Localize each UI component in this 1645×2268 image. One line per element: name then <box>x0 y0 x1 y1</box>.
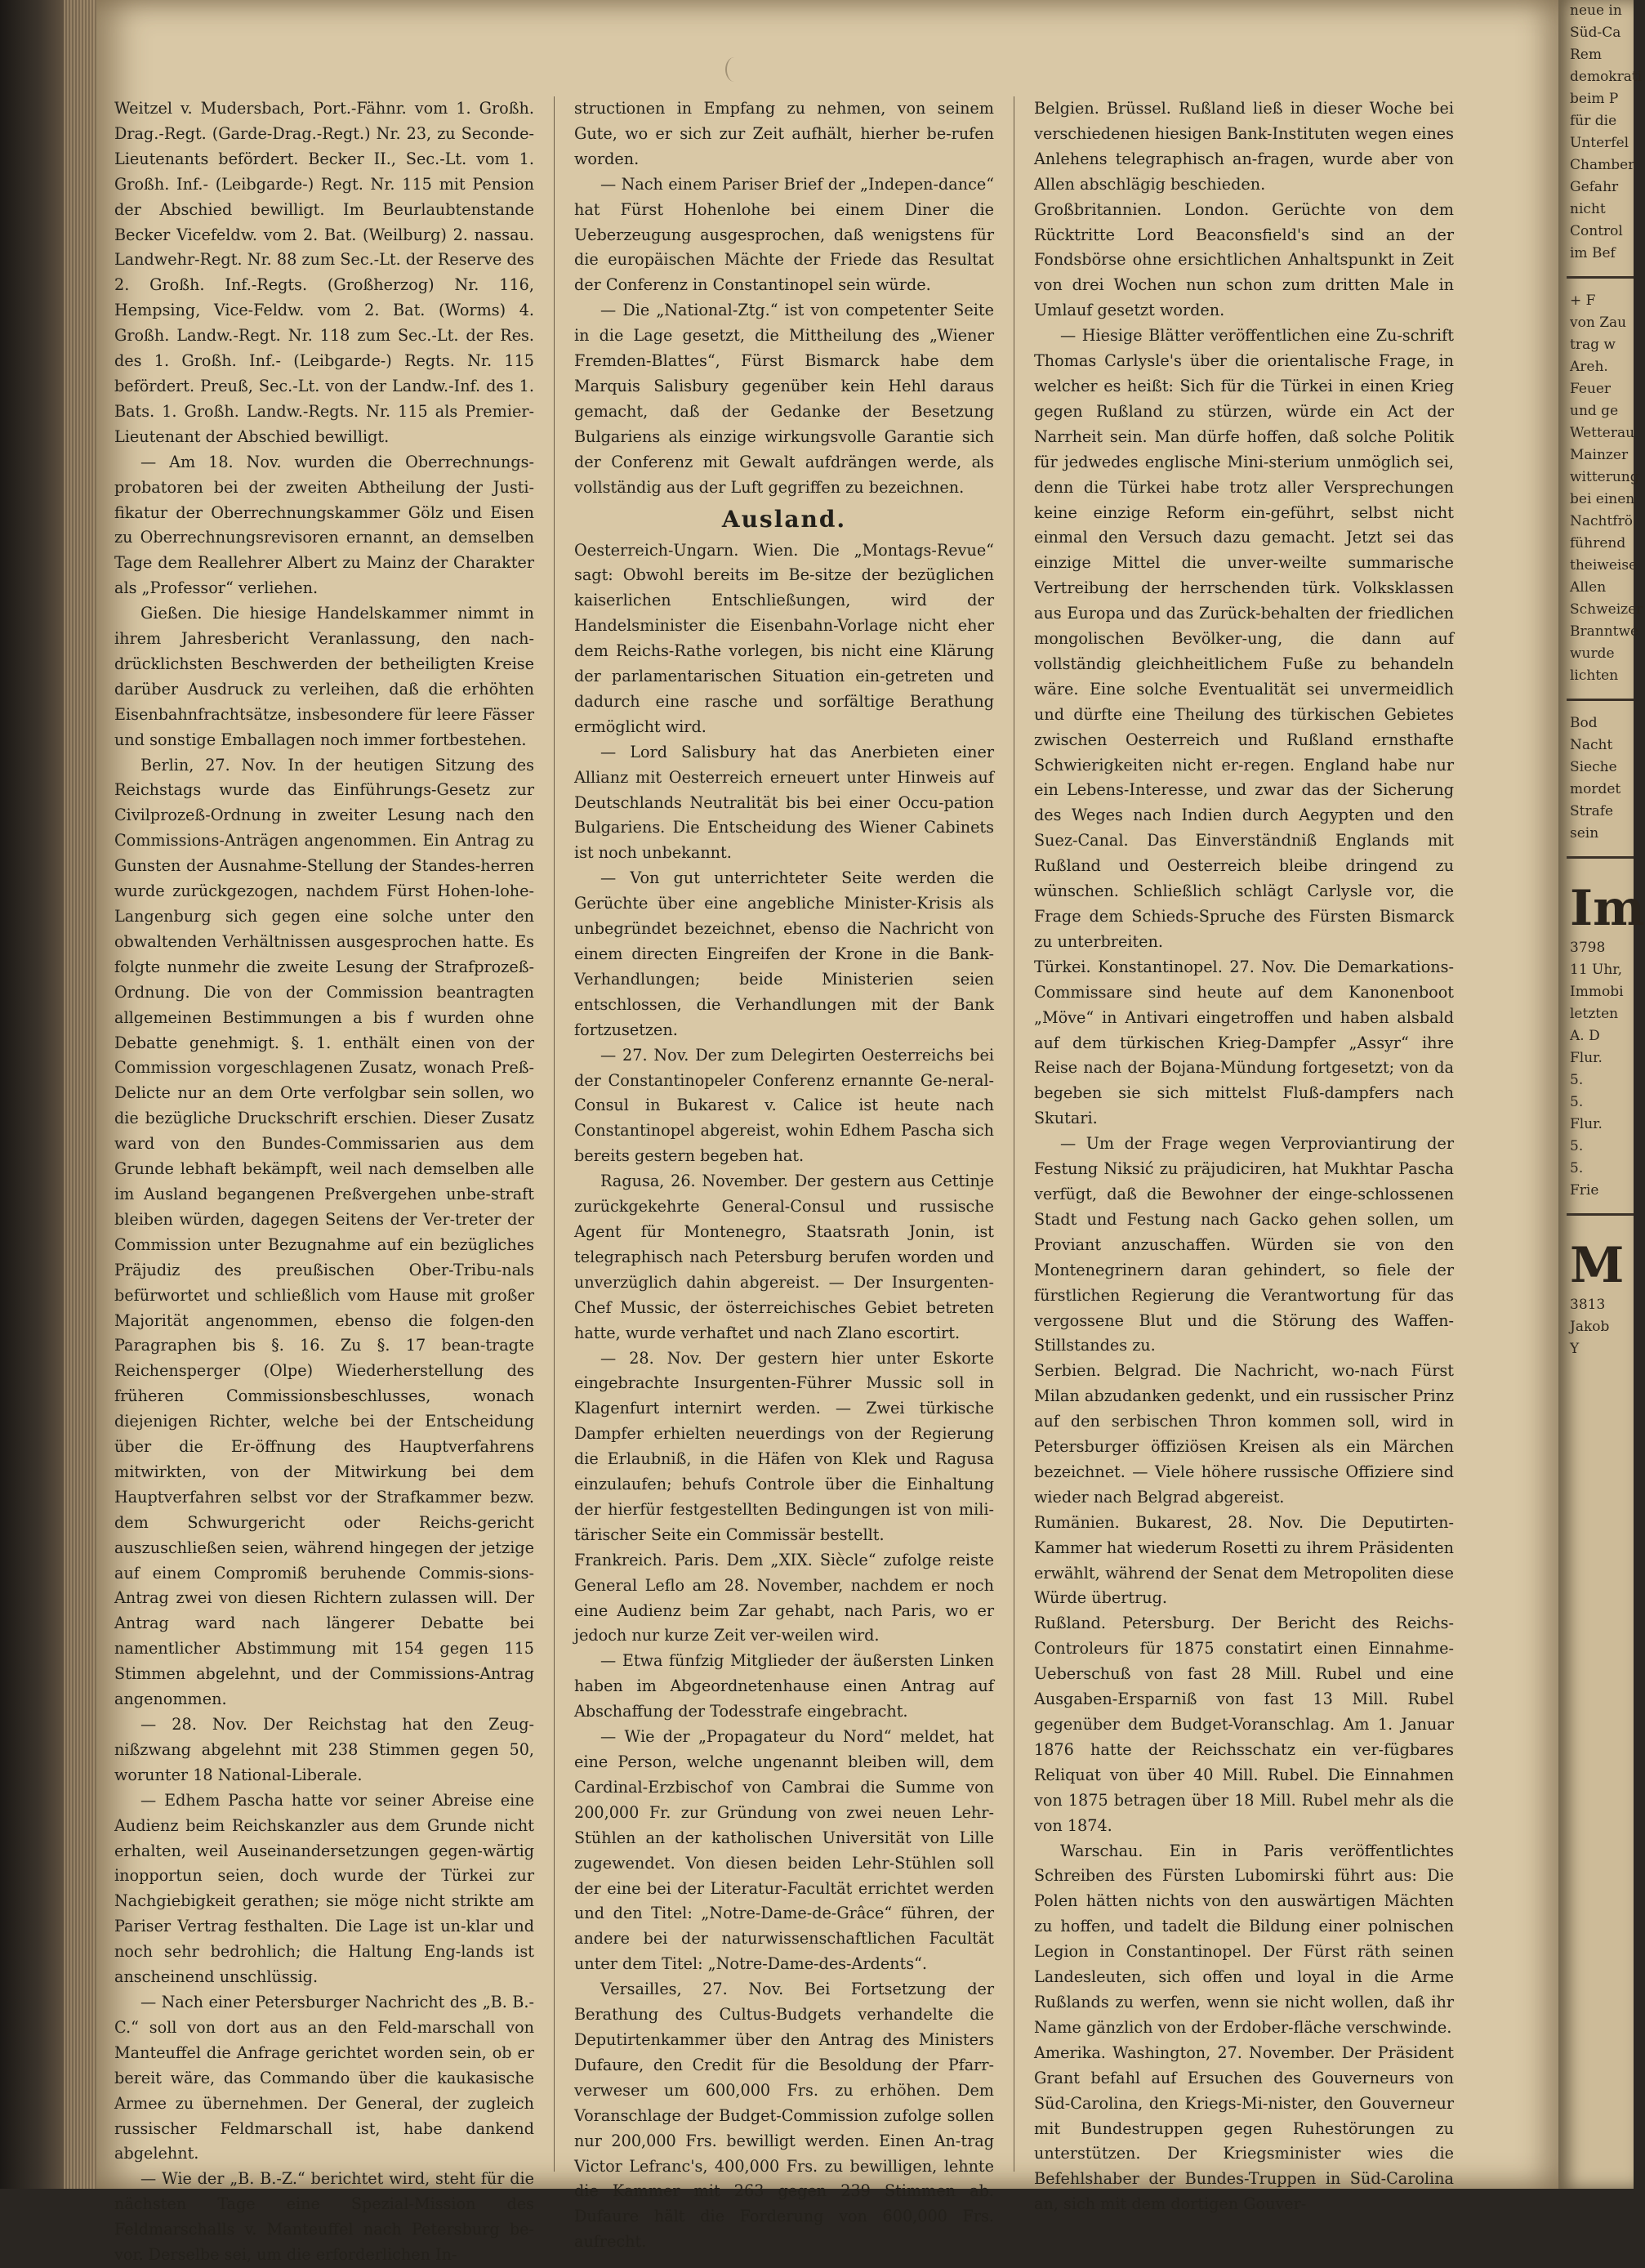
article-paragraph: — Hiesige Blätter veröffentlichen eine Zu-schrift Thomas Carlysle's über die orientalische Frage, in welcher es heißt: Sich für die Türkei in einen Krieg gegen Rußland zu stürzen, würde ein Act der Narrheit sein. Man dürfe hoffen, daß solche Politik für jedwedes englische Mini-sterium unmöglich sei, denn die Türkei habe trotz aller Versprechungen keine einzige Reform ein-geführt, selbst nicht einmal den Versuch dazu gemacht. Jetzt sei das einzige Mittel die unver-weilte summarische Vertreibung der herrschenden türk. Volksklassen aus Europa und das Zurück-behalten der friedlichen mongolischen Bevölker-ung, die dann auf vollständig gleichheitlichem Fuße zu behandeln wäre. Eine solche Eventualität sei unvermeidlich und dürfte eine Theilung des türkischen Gebietes zwischen Oesterreich und Rußland ernsthafte Schwierigkeiten nicht er-regen. England habe nur ein Lebens-Interesse, und zwar das der Sicherung des Weges nach Indien durch Aegypten und den Suez-Canal. Das Einverständniß Englands mit Rußland und Oesterreich bleibe dringend zu wünschen. Schließlich schlägt Carlysle vor, die Frage dem Schieds-Spruche des Fürsten Bismarck zu unterbreiten. <box>1034 326 1454 951</box>
adjacent-text-fragment: Rem <box>1570 47 1602 63</box>
adjacent-text-fragment: 11 Uhr, <box>1570 962 1622 978</box>
adjacent-text-fragment: führend <box>1570 535 1626 551</box>
article-paragraph: Weitzel v. Mudersbach, Port.-Fähnr. vom 1. Großh. Drag.-Regt. (Garde-Drag.-Regt.) Nr. 23, zu Seconde-Lieutenants befördert. Becker II., Sec.-Lt. vom 1. Großh. Inf.- (Leibgarde-) Regt. Nr. 115 mit Pension der Abschied bewilligt. Im Beurlaubtenstande Becker Vicefeldw. vom 2. Bat. (Weilburg) 2. nassau. Landwehr-Regt. Nr. 88 zum Sec.-Lt. der Reserve des 2. Großh. Inf.-Regts. (Großherzog) Nr. 116, Hempsing, Vice-Feldw. vom 2. Bat. (Worms) 4. Großh. Landw.-Regt. Nr. 118 zum Sec.-Lt. der Res. des 1. Großh. Inf.- (Leibgarde-) Regts. Nr. 115 befördert. Preuß, Sec.-Lt. von der Landw.-Inf. des 1. Bats. 1. Großh. Landw.-Regts. Nr. 115 als Premier-Lieutenant der Abschied bewilligt. <box>114 99 534 446</box>
article-paragraph: — Edhem Pascha hatte vor seiner Abreise eine Audienz beim Reichskanzler aus dem Grunde nicht erhalten, weil Auseinandersetzungen gegen-wärtig inopportun seien, doch wurde der Türkei zur Nachgiebigkeit gerathen; sie möge nicht strikte am Pariser Vertrag festhalten. Die Lage ist un-klar und noch sehr bedrohlich; die Haltung Eng-lands ist anscheinend unschlüssig. <box>114 1790 534 1987</box>
article-paragraph: Frankreich. Paris. Dem „XIX. Siècle“ zufolge reiste General Leflo am 28. November, nachdem er noch eine Audienz beim Zar gehabt, nach Paris, wo er jedoch nur kurze Zeit ver-weilen wird. <box>574 1550 994 1645</box>
adjacent-text-fragment: trag w <box>1570 337 1616 353</box>
adjacent-text-fragment: Jakob <box>1570 1319 1610 1335</box>
adjacent-text-fragment: demokrati <box>1570 69 1643 85</box>
book-spine-edge <box>0 0 96 2189</box>
adjacent-text-fragment: Gefahr <box>1570 179 1619 195</box>
adjacent-text-fragment: Chamber <box>1570 157 1635 173</box>
adjacent-text-fragment: Sieche <box>1570 759 1617 775</box>
adjacent-text-fragment: von Zau <box>1570 315 1627 331</box>
article-paragraph: — 27. Nov. Der zum Delegirten Oesterreichs bei der Constantinopeler Conferenz ernannte Ge-neral-Consul in Bukarest v. Calice ist heute nach Constantinopel abgereist, wohin Edhem Pascha sich bereits gestern begeben hat. <box>574 1045 994 1166</box>
article-paragraph: Rumänien. Bukarest, 28. Nov. Die Deputirten-Kammer hat wiederum Rosetti zu ihrem Präsidenten erwählt, während der Senat dem Metropoliten diese Würde übertrug. <box>1034 1512 1454 1608</box>
adjacent-text-fragment: theiweise <box>1570 557 1638 574</box>
adjacent-text-fragment: nicht <box>1570 201 1606 217</box>
article-paragraph: Versailles, 27. Nov. Bei Fortsetzung der Berathung des Cultus-Budgets verhandelte die Deputirtenkammer über den Antrag des Ministers Dufaure, den Credit für die Besoldung der Pfarr-verweser um 600,000 Frs. zu erhöhen. Dem Voranschlage der Budget-Commission zufolge sollen nur 200,000 Frs. bewilligt werden. Einen An-trag Victor Lefranc's, 400,000 Frs. zu bewilligen, lehnte die Kammer mit 263 gegen 239 Stimmen ab. Dufaure hält die Forderung von 600,000 Frs. aufrecht. <box>574 1980 994 2252</box>
adjacent-text-fragment: M <box>1570 1237 1625 1294</box>
adjacent-text-fragment: witterung <box>1570 469 1639 485</box>
divider-rule <box>1567 276 1634 279</box>
divider-rule <box>1567 1213 1634 1216</box>
adjacent-text-fragment: Strafe <box>1570 803 1614 819</box>
article-paragraph: structionen in Empfang zu nehmen, von seinem Gute, wo er sich zur Zeit aufhält, hierher be-rufen worden. <box>574 99 994 168</box>
divider-rule <box>1567 856 1634 859</box>
adjacent-text-fragment: Feuer <box>1570 381 1612 397</box>
article-paragraph: — Wie der „B. B.-Z.“ berichtet wird, steht für die nächsten Tage eine Spezial-Mission des Feldmarschalls v. Manteuffel nach Petersburg be-vor. Derselbe sei, um die erforderlichen In- <box>114 2169 534 2265</box>
article-paragraph: Warschau. Ein in Paris veröffentlichtes Schreiben des Fürsten Lubomirski führt aus: Die Polen hätten nichts von den auswärtigen Mächten zu hoffen, und tadelt die Bildung einer polnischen Legion in Constantinopel. Der Fürst räth seinen Landesleuten, sich offen und loyal in die Arme Rußlands zu werfen, wenn sie nicht wollen, daß ihr Name gänzlich von der Erdober-fläche verschwinde. <box>1034 1841 1454 2037</box>
adjacent-text-fragment: Flur. <box>1570 1050 1603 1066</box>
article-paragraph: — Um der Frage wegen Verproviantirung der Festung Niksić zu präjudiciren, hat Mukhtar Pascha verfügt, daß die Bewohner der einge-schlossenen Stadt und Festung nach Gacko gehen sollen, um Proviant anzuschaffen. Würden sie von den Montenegrinern daran gehindert, so fiele der fürstlichen Regierung die Verantwortung für das vergossene Blut und die Störung des Waffen-Stillstandes zu. <box>1034 1134 1454 1355</box>
adjacent-text-fragment: 3813 <box>1570 1297 1606 1313</box>
adjacent-text-fragment: im Bef <box>1570 245 1616 261</box>
article-paragraph: Gießen. Die hiesige Handelskammer nimmt in ihrem Jahresbericht Veranlassung, den nach-drücklichsten Beschwerden der betheiligten Kreise darüber Ausdruck zu verleihen, daß die erhöhten Eisenbahnfrachtsätze, insbesondere für leere Fässer und sonstige Emballagen noch immer fortbestehen. <box>114 604 534 749</box>
section-heading: Ausland. <box>721 505 847 533</box>
article-paragraph: — Lord Salisbury hat das Anerbieten einer Allianz mit Oesterreich erneuert unter Hinweis auf Deutschlands Neutralität bis bei einer Occu-pation Bulgariens. Die Entscheidung des Wiener Cabinets ist noch unbekannt. <box>574 742 994 863</box>
adjacent-text-fragment: Frie <box>1570 1182 1599 1199</box>
column-1 <box>114 96 534 2265</box>
adjacent-text-fragment: 5. <box>1570 1094 1584 1110</box>
article-paragraph: Belgien. Brüssel. Rußland ließ in dieser Woche bei verschiedenen hiesigen Bank-Instituten wegen eines Anlehens telegraphisch an-fragen, wurde aber von Allen abschlägig beschieden. <box>1034 99 1454 194</box>
adjacent-text-fragment: bei einen <box>1570 491 1635 507</box>
adjacent-text-fragment: Control <box>1570 223 1623 239</box>
article-paragraph: — Nach einem Pariser Brief der „Indepen-dance“ hat Fürst Hohenlohe bei einem Diner die Ueberzeugung ausgesprochen, daß wenigstens für die europäischen Mächte der Friede das Resultat der Conferenz in Constantinopel sein würde. <box>574 174 994 295</box>
article-paragraph: Oesterreich-Ungarn. Wien. Die „Montags-Revue“ sagt: Obwohl bereits im Be-sitze der bezüglichen kaiserlichen Entschließungen, wird der Handelsminister die Eisenbahn-Vorlage nicht eher dem Reichs-Rathe vorlegen, bis nicht eine Klärung der parlamentarischen Situation ein-getreten und dadurch eine rasche und sorfältige Berathung ermöglicht wird. <box>574 540 994 736</box>
article-paragraph: — Etwa fünfzig Mitglieder der äußersten Linken haben im Abgeordnetenhause einen Antrag auf Abschaffung der Todesstrafe eingebracht. <box>574 1651 994 1721</box>
article-paragraph: — 28. Nov. Der gestern hier unter Eskorte eingebrachte Insurgenten-Führer Mussic soll in Klagenfurt internirt werden. — Zwei türkische Dampfer erhielten neuerdings von der Regierung die Erlaubniß, in die Häfen von Klek und Ragusa einzulaufen; behufs Controle über die Einhaltung der hierfür festgestellten Bedingungen ist von mili-tärischer Seite ein Commissär bestellt. <box>574 1348 994 1544</box>
article-paragraph: Großbritannien. London. Gerüchte von dem Rücktritte Lord Beaconsfield's sind an der Fondsbörse ohne ersichtlichen Anhaltspunkt in Zeit von drei Wochen nun schon zum dritten Male in Umlauf gesetzt worden. <box>1034 199 1454 320</box>
article-paragraph: — Wie der „Propagateur du Nord“ meldet, hat eine Person, welche ungenannt bleiben will, dem Cardinal-Erzbischof von Cambrai die Summe von 200,000 Fr. zur Gründung von zwei neuen Lehr-Stühlen an der katholischen Universität von Lille zugewendet. Von diesen beiden Lehr-Stühlen soll der eine bei der Literatur-Facultät errichtet werden und den Titel: „Notre-Dame-de-Grâce“ führen, der andere bei der naturwissenschaftlichen Facultät unter dem Titel: „Notre-Dame-des-Ardents“. <box>574 1727 994 1974</box>
article-paragraph: — Am 18. Nov. wurden die Oberrechnungs-probatoren bei der zweiten Abtheilung der Justi-fikatur der Oberrechnungskammer Gölz und Eisen zu Oberrechnungsrevisoren ernannt, an demselben Tage dem Reallehrer Albert zu Mainz der Charakter als „Professor“ verliehen. <box>114 452 534 598</box>
adjacent-text-fragment: sein <box>1570 825 1599 842</box>
adjacent-text-fragment: Areh. <box>1570 359 1608 375</box>
adjacent-text-fragment: Branntwe <box>1570 623 1639 640</box>
article-paragraph: Ragusa, 26. November. Der gestern aus Cettinje zurückgekehrte General-Consul und russische Agent für Montenegro, Staatsrath Jonin, ist telegraphisch nach Petersburg berufen worden und unverzüglich dahin abgereist. — Der Insurgenten-Chef Mussic, der österreichisches Gebiet betreten hatte, wurde verhaftet und nach Zlano escortirt. <box>574 1172 994 1342</box>
adjacent-text-fragment: 5. <box>1570 1138 1584 1154</box>
adjacent-text-fragment: Flur. <box>1570 1116 1603 1132</box>
adjacent-text-fragment: Im <box>1570 880 1645 937</box>
adjacent-text-fragment: beim P <box>1570 91 1619 107</box>
article-paragraph: Amerika. Washington, 27. November. Der Präsident Grant befahl auf Ersuchen des Gouverneurs von Süd-Carolina, den Kriegs-Mi-nister, den Gouverneur mit Bundestruppen gegen Ruhestörungen zu unterstützen. Der Kriegsminister wies die Befehlshaber der Bundes-Truppen in Süd-Carolina an, sich mit dem dortigen Gouver- <box>1034 2043 1454 2214</box>
page-crease-mark <box>725 57 743 82</box>
adjacent-text-fragment: Unterfel <box>1570 135 1629 151</box>
article-paragraph: Berlin, 27. Nov. In der heutigen Sitzung des Reichstags wurde das Einführungs-Gesetz zur Civilprozeß-Ordnung in zweiter Lesung nach den Commissions-Anträgen angenommen. Ein Antrag zu Gunsten der Ausnahme-Stellung der Standes-herren wurde zurückgezogen, nachdem Fürst Hohen-lohe-Langenburg sich gegen eine solche unter den obwaltenden Verhältnissen ausgesprochen hatte. Es folgte nunmehr die zweite Lesung der Strafprozeß-Ordnung. Die von der Commission beantragten allgemeinen Bestimmungen a bis f wurden ohne Debatte genehmigt. §. 1. enthält einen von der Commission vorgeschlagenen Zusatz, wonach Preß-Delicte nur an dem Orte verfolgbar sein sollen, wo die bezügliche Druckschrift erschien. Dieser Zusatz ward von den Bundes-Commissarien aus dem Grunde lebhaft bekämpft, weil nach demselben alle im Ausland begangenen Preßvergehen unbe-straft bleiben würden, dagegen Seitens der Ver-treter der Commission unter Bezugnahme auf ein bezügliches Präjudiz des preußischen Ober-Tribu-nals befürwortet und schließlich vom Hause mit großer Majorität angenommen, ebenso die folgen-den Paragraphen bis §. 16. Zu §. 17 bean-tragte Reichensperger (Olpe) Wiederherstellung des früheren Commissionsbeschlusses, wonach diejenigen Richter, welche bei der Entscheidung über die Er-öffnung des Hauptverfahrens mitwirkten, von der Mitwirkung bei dem Hauptverfahren selbst vor der Strafkammer bezw. dem Schwurgericht oder Reichs-gericht auszuschließen seien, während hingegen der jetzige auf einem Compromiß beruhende Commis-sions-Antrag zwei von diesen Richtern zulassen will. Der Antrag ward nach längerer Debatte bei namentlicher Abstimmung mit 154 gegen 115 Stimmen abgelehnt, und der Commissions-Antrag angenommen. <box>114 755 534 1709</box>
article-columns <box>114 96 1454 2265</box>
adjacent-text-fragment: und ge <box>1570 403 1619 419</box>
adjacent-text-fragment: 5. <box>1570 1160 1584 1176</box>
adjacent-text-fragment: Allen <box>1570 579 1607 596</box>
column-3 <box>1034 96 1454 2214</box>
article-paragraph: — Die „National-Ztg.“ ist von competenter Seite in die Lage gesetzt, die Mittheilung des „Wiener Fremden-Blattes“, Fürst Bismarck habe dem Marquis Salisbury gegenüber kein Hehl daraus gemacht, daß der Gedanke der Besetzung Bulgariens als einzige wirkungsvolle Garantie sich der Conferenz mit Gewalt aufdrängen werde, als vollständig aus der Luft gegriffen zu bezeichnen. <box>574 301 994 497</box>
adjacent-text-fragment: Immobi <box>1570 984 1624 1000</box>
adjacent-text-fragment: mordet <box>1570 781 1621 797</box>
adjacent-text-fragment: Schweizer <box>1570 601 1643 618</box>
adjacent-text-fragment: wurde <box>1570 645 1615 662</box>
column-divider <box>554 96 555 2172</box>
adjacent-text-fragment: für die <box>1570 113 1617 129</box>
adjacent-text-fragment: Süd-Ca <box>1570 25 1621 41</box>
adjacent-text-fragment: Nacht <box>1570 737 1613 753</box>
adjacent-text-fragment: 5. <box>1570 1072 1584 1088</box>
adjacent-text-fragment: lichten <box>1570 667 1619 684</box>
article-paragraph: — Von gut unterrichteter Seite werden die Gerüchte über eine angebliche Minister-Krisis als unbegründet bezeichnet, ebenso die Nachricht von einem directen Eingreifen der Krone in die Bank-Verhandlungen; beide Ministerien seien entschlossen, die Verhandlungen mit der Bank fortzusetzen. <box>574 868 994 1039</box>
adjacent-text-fragment: Wetterau <box>1570 425 1635 441</box>
adjacent-text-fragment: Nachtfrö <box>1570 513 1633 529</box>
adjacent-text-fragment: A. D <box>1570 1028 1600 1044</box>
article-paragraph: — 28. Nov. Der Reichstag hat den Zeug-nißzwang abgelehnt mit 238 Stimmen gegen 50, worunter 18 National-Liberale. <box>114 1715 534 1784</box>
adjacent-text-fragment: Y <box>1570 1341 1580 1357</box>
article-paragraph: — Nach einer Petersburger Nachricht des „B. B.-C.“ soll von dort aus an den Feld-marschall von Manteuffel die Anfrage gerichtet worden sein, ob er bereit wäre, das Commando über die kaukasische Armee zu übernehmen. Der General, der zugleich russischer Feldmarschall ist, habe dankend abgelehnt. <box>114 1992 534 2163</box>
divider-rule <box>1567 699 1634 701</box>
article-paragraph: Serbien. Belgrad. Die Nachricht, wo-nach Fürst Milan abzudanken gedenkt, und ein russischer Prinz auf den serbischen Thron kommen soll, wird in Petersburger öffiziösen Kreisen als ein Märchen bezeichnet. — Viele höhere russische Offiziere sind wieder nach Belgrad abgereist. <box>1034 1361 1454 1507</box>
article-paragraph: Rußland. Petersburg. Der Bericht des Reichs-Controleurs für 1875 constatirt einen Einnahme-Ueberschuß von fast 28 Mill. Rubel und eine Ausgaben-Ersparniß von fast 13 Mill. Rubel gegenüber dem Budget-Voranschlag. Am 1. Januar 1876 hatte der Reichsschatz ein ver-fügbares Reliquat von über 40 Mill. Rubel. Die Einnahmen von 1875 betragen über 18 Mill. Rubel mehr als die von 1874. <box>1034 1614 1454 1835</box>
column-2 <box>574 96 994 2252</box>
adjacent-text-fragment: neue in <box>1570 2 1622 19</box>
adjacent-text-fragment: Bod <box>1570 715 1598 731</box>
article-paragraph: Türkei. Konstantinopel. 27. Nov. Die Demarkations-Commissare sind heute auf dem Kanonenboot „Möve“ in Antivari eingetroffen und haben alsbald auf dem türkischen Krieg-Dampfer „Assyr“ ihre Reise nach der Bojana-Mündung fortgesetzt; von da begeben sie sich mittelst Fluß-dampfers nach Skutari. <box>1034 957 1454 1128</box>
adjacent-text-fragment: Mainzer <box>1570 447 1629 463</box>
adjacent-page-edge <box>1558 0 1645 2189</box>
adjacent-text-fragment: 3798 <box>1570 940 1606 956</box>
adjacent-text-fragment: letzten <box>1570 1006 1619 1022</box>
adjacent-text-fragment: + F <box>1570 292 1596 309</box>
